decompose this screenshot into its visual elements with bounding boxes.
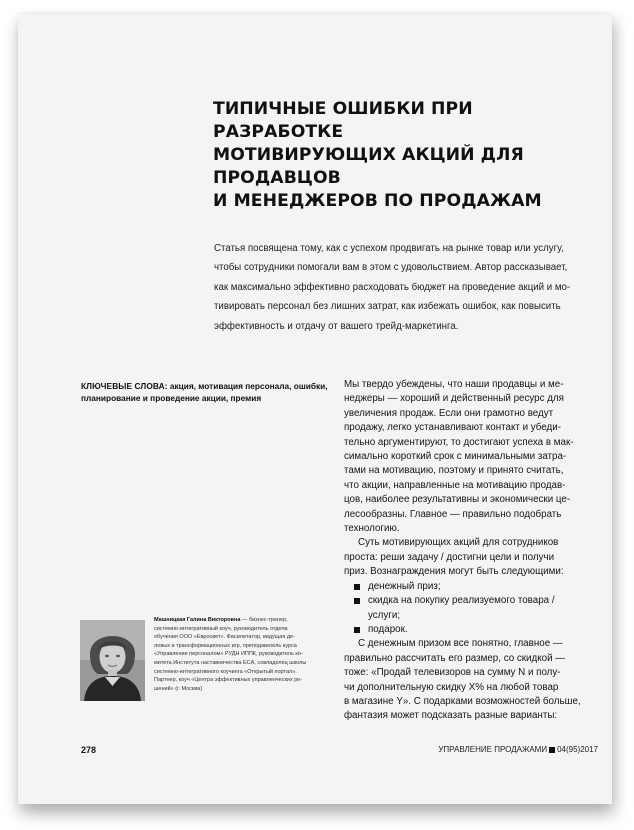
keywords-label: КЛЮЧЕВЫЕ СЛОВА: — [81, 381, 168, 391]
author-bio — [154, 616, 334, 693]
page-number: 278 — [81, 745, 97, 755]
square-bullet-icon — [354, 598, 360, 604]
article-title: ТИПИЧНЫЕ ОШИБКИ ПРИ РАЗРАБОТКЕ МОТИВИРУЮЩИХ АКЦИЙ ДЛЯ ПРОДАВЦОВ И МЕНЕДЖЕРОВ ПО ПРОДАЖАМ — [213, 99, 542, 211]
author-description: — бизнес-тренер, системно-интегративный коуч, руководитель отдела обучения ООО «Евросвет». Фасилитатор, ведущая де- ловых и трансформационных игр, преподаватель курса «Управление персоналом» РУДН ИППК, руководитель ко- митета Института наставничества ECA, совладелец школы системно-интегративного коучинга «Открытый портал». Партнер, коуч «Центра эффективных управленческих ре- шений» (г. Москва) — [154, 617, 307, 692]
body-paragraph: Мы твердо убеждены, что наши продавцы и ме- неджеры — хороший и действенный ресурс для увеличения продаж. Если они грамотно ведут продажу, легко устанавливают контакт и убеди- тельно аргументируют, то достигают успеха в мак- симально короткий срок с минимальными затра- тами на мотивацию, поэтому и принято считать, что акции, направленные на мотивацию продав- цов, наиболее результативны и экономически це- лесообразны. Главное — правильно подобрать технологию. — [344, 379, 574, 535]
list-item — [344, 623, 596, 637]
journal-name: УПРАВЛЕНИЕ ПРОДАЖАМИ — [438, 745, 548, 754]
list-item — [344, 594, 596, 623]
square-separator-icon — [549, 747, 555, 753]
list-item-text: скидка на покупку реализуемого товара / услуги; — [368, 595, 555, 621]
square-bullet-icon — [354, 584, 360, 590]
keywords-text: акция, мотивация персонала, ошибки, планирование и проведение акции, премия — [81, 381, 328, 403]
list-item — [344, 580, 596, 594]
author-photo — [80, 620, 145, 701]
article-body — [344, 378, 596, 724]
list-item-text: денежный приз; — [368, 580, 441, 592]
author-name: Машницкая Галина Викторовна — [154, 617, 241, 623]
body-paragraph: С денежным призом все понятно, главное — правильно рассчитать его размер, со скидкой — тоже: «Продай телевизоров на сумму N и полу- чи дополнительную скидку X% на любой товар в магазине Y». С подарками возможностей больше, фантазия может подсказать разные варианты: — [344, 638, 581, 722]
running-footer — [438, 745, 598, 754]
keywords-block — [81, 381, 331, 404]
issue-number: 04(95)2017 — [557, 745, 598, 754]
rewards-list — [344, 580, 596, 638]
body-paragraph: Суть мотивирующих акций для сотрудников проста: реши задачу / достигни цели и получи приз. Вознаграждения могут быть следующими: — [344, 537, 564, 578]
article-abstract: Статья посвящена тому, как с успехом продвигать на рынке товар или услугу, чтобы сотрудники помогали вам в этом с удовольствием. Автор рассказывает, как максимально эффективно расходовать бюджет на проведение акций и мо- тивировать персонал без лишних затрат, как избежать ошибок, как повысить эффективность и отдачу от вашего трейд-маркетинга. — [214, 243, 571, 332]
journal-page — [18, 14, 612, 804]
square-bullet-icon — [354, 627, 360, 633]
list-item-text: подарок. — [368, 623, 408, 635]
